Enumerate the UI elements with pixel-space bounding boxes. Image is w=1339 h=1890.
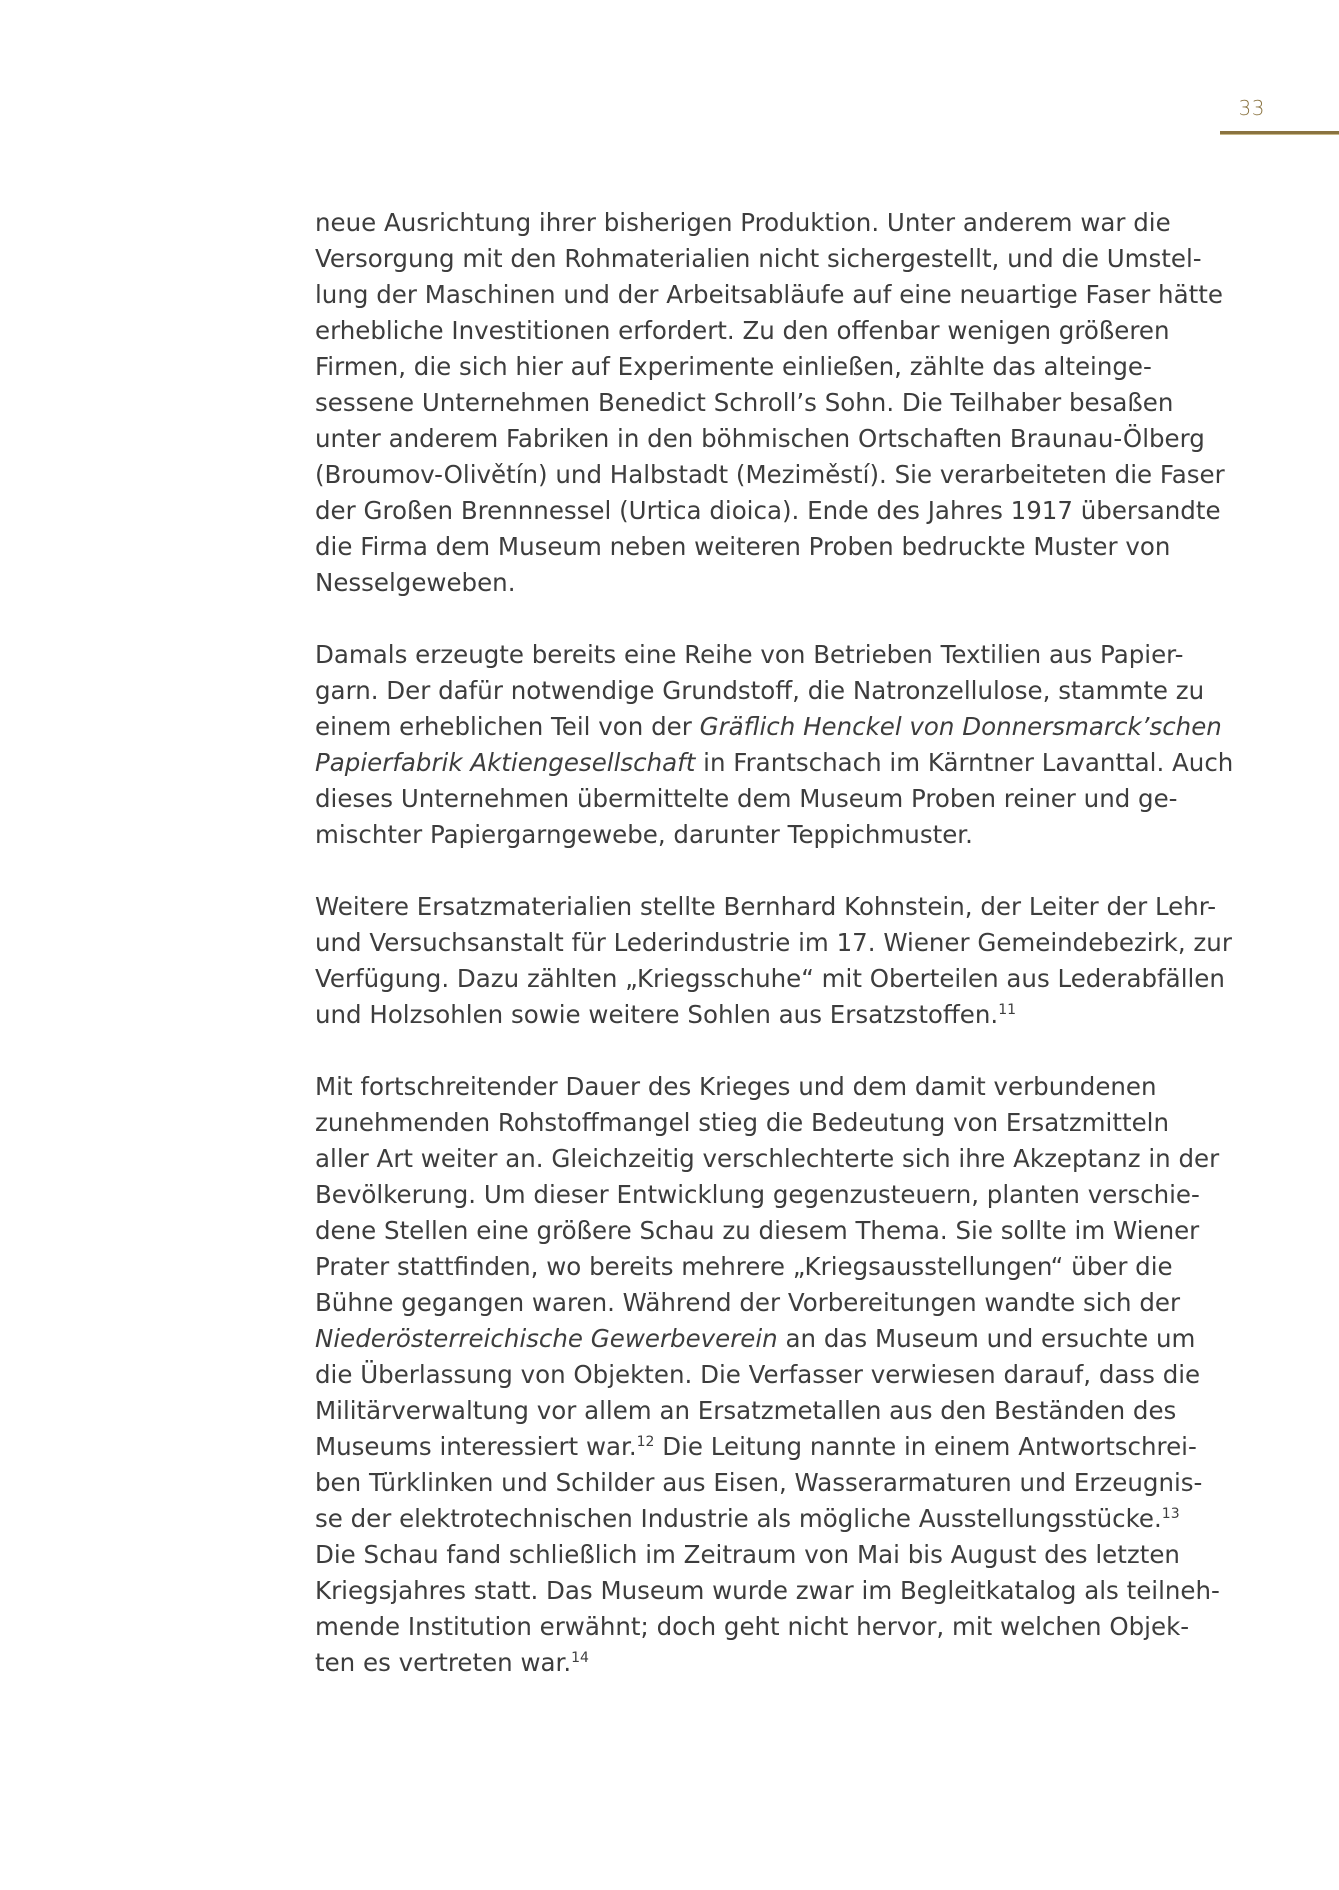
text-segment: und Holzsohlen sowie weitere Sohlen aus Ersatzstoffen. — [315, 1000, 999, 1029]
text-segment: ten es vertreten war. — [315, 1648, 572, 1677]
text-line — [315, 637, 1205, 673]
text-line — [315, 493, 1221, 529]
footnote-marker: 11 — [998, 1001, 1017, 1018]
text-segment: dieses Unternehmen übermittelte dem Museum Proben reiner und ge- — [315, 784, 1178, 813]
text-segment: (Broumov-Olivětín) und Halbstadt (Meziměstí). Sie verarbeiteten die Faser — [315, 460, 1225, 489]
text-line — [315, 1609, 1205, 1645]
text-segment: Mit fortschreitender Dauer des Krieges und dem damit verbundenen — [315, 1072, 1157, 1101]
text-line — [315, 565, 1205, 601]
italic-text: Papierfabrik Aktiengesellschaft — [315, 748, 696, 777]
text-line — [315, 1393, 1205, 1429]
page-number: 33 — [1238, 96, 1265, 120]
paragraph — [315, 889, 1232, 1033]
text-line — [315, 1465, 1205, 1501]
text-line — [315, 1645, 1205, 1681]
text-line — [315, 1321, 1205, 1357]
text-segment: Verfügung. Dazu zählten „Kriegsschuhe“ mit Oberteilen aus Lederabfällen — [315, 964, 1225, 993]
text-line — [315, 277, 1223, 313]
text-segment: Bühne gegangen waren. Während der Vorbereitungen wandte sich der — [315, 1288, 1181, 1317]
text-segment: Weitere Ersatzmaterialien stellte Bernhard Kohnstein, der Leiter der Lehr- — [315, 892, 1217, 921]
text-segment: in Frantschach im Kärntner Lavanttal. Auch — [695, 748, 1234, 777]
text-line — [315, 673, 1205, 709]
text-line — [315, 1069, 1205, 1105]
paragraph — [315, 205, 1225, 601]
text-line — [315, 1537, 1205, 1573]
text-segment: mende Institution erwähnt; doch geht nicht hervor, mit welchen Objek- — [315, 1612, 1190, 1641]
paragraph — [315, 637, 1234, 853]
text-line — [315, 745, 1234, 781]
text-segment: Damals erzeugte bereits eine Reihe von Betrieben Textilien aus Papier- — [315, 640, 1184, 669]
text-segment: und Versuchsanstalt für Lederindustrie im 17. Wiener Gemeindebezirk, zur — [315, 928, 1232, 957]
text-segment: neue Ausrichtung ihrer bisherigen Produktion. Unter anderem war die — [315, 208, 1171, 237]
text-segment: einem erheblichen Teil von der — [315, 712, 700, 741]
text-segment: sessene Unternehmen Benedict Schroll’s Sohn. Die Teilhaber besaßen — [315, 388, 1174, 417]
italic-text: Niederösterreichische Gewerbeverein — [315, 1324, 778, 1353]
italic-text: Gräflich Henckel von Donnersmarck’schen — [699, 712, 1222, 741]
text-line — [315, 1249, 1205, 1285]
text-segment: Die Schau fand schließlich im Zeitraum von Mai bis August des letzten — [315, 1540, 1180, 1569]
text-line — [315, 1105, 1205, 1141]
text-line — [315, 241, 1205, 277]
paragraph — [315, 1069, 1220, 1681]
text-line — [315, 421, 1205, 457]
text-line — [315, 997, 1205, 1033]
text-line — [315, 1357, 1205, 1393]
text-segment: Firmen, die sich hier auf Experimente einließen, zählte das alteinge- — [315, 352, 1152, 381]
text-segment: mischter Papiergarngewebe, darunter Teppichmuster. — [315, 820, 973, 849]
text-line — [315, 817, 1205, 853]
text-segment: Versorgung mit den Rohmaterialien nicht sichergestellt, und die Umstel- — [315, 244, 1202, 273]
text-segment: lung der Maschinen und der Arbeitsabläufe auf eine neuartige Faser hätte — [315, 280, 1223, 309]
text-line — [315, 889, 1217, 925]
header-rule — [1220, 131, 1339, 135]
text-segment: Militärverwaltung vor allem an Ersatzmetallen aus den Beständen des — [315, 1396, 1177, 1425]
text-segment: Kriegsjahres statt. Das Museum wurde zwar im Begleitkatalog als teilneh- — [315, 1576, 1220, 1605]
text-segment: aller Art weiter an. Gleichzeitig verschlechterte sich ihre Akzeptanz in der — [315, 1144, 1220, 1173]
text-line — [315, 313, 1205, 349]
text-segment: garn. Der dafür notwendige Grundstoff, die Natronzellulose, stammte zu — [315, 676, 1205, 705]
text-line — [315, 1501, 1205, 1537]
footnote-marker: 12 — [636, 1433, 655, 1450]
text-segment: der Großen Brennnessel (Urtica dioica). Ende des Jahres 1917 übersandte — [315, 496, 1221, 525]
text-segment: ben Türklinken und Schilder aus Eisen, Wasserarmaturen und Erzeugnis- — [315, 1468, 1203, 1497]
text-line — [315, 781, 1205, 817]
text-segment: die Firma dem Museum neben weiteren Proben bedruckte Muster von — [315, 532, 1171, 561]
text-line — [315, 385, 1205, 421]
text-line — [315, 1213, 1205, 1249]
text-segment: Die Leitung nannte in einem Antwortschrei- — [654, 1432, 1197, 1461]
text-line — [315, 205, 1205, 241]
text-segment: dene Stellen eine größere Schau zu diesem Thema. Sie sollte im Wiener — [315, 1216, 1200, 1245]
text-line — [315, 1177, 1205, 1213]
text-line — [315, 961, 1225, 997]
text-segment: Museums interessiert war. — [315, 1432, 637, 1461]
text-segment: Prater stattfinden, wo bereits mehrere „Kriegsausstellungen“ über die — [315, 1252, 1173, 1281]
text-segment: die Überlassung von Objekten. Die Verfasser verwiesen darauf, dass die — [315, 1360, 1201, 1389]
text-segment: Bevölkerung. Um dieser Entwicklung gegenzusteuern, planten verschie- — [315, 1180, 1200, 1209]
text-line — [315, 457, 1225, 493]
text-segment: se der elektrotechnischen Industrie als mögliche Ausstellungsstücke. — [315, 1504, 1162, 1533]
text-segment: erhebliche Investitionen erfordert. Zu den offenbar wenigen größeren — [315, 316, 1170, 345]
text-line — [315, 709, 1222, 745]
footnote-marker: 13 — [1161, 1505, 1180, 1522]
text-line — [315, 925, 1232, 961]
text-line — [315, 1429, 1205, 1465]
text-line — [315, 1573, 1220, 1609]
text-line — [315, 529, 1205, 565]
footnote-marker: 14 — [571, 1649, 589, 1666]
text-segment: Nesselgeweben. — [315, 568, 516, 597]
text-segment: an das Museum und ersuchte um — [777, 1324, 1196, 1353]
text-line — [315, 349, 1205, 385]
text-line — [315, 1141, 1220, 1177]
text-segment: zunehmenden Rohstoffmangel stieg die Bedeutung von Ersatzmitteln — [315, 1108, 1169, 1137]
body-text — [315, 205, 1234, 1717]
text-line — [315, 1285, 1205, 1321]
text-segment: unter anderem Fabriken in den böhmischen Ortschaften Braunau-Ölberg — [315, 424, 1205, 453]
